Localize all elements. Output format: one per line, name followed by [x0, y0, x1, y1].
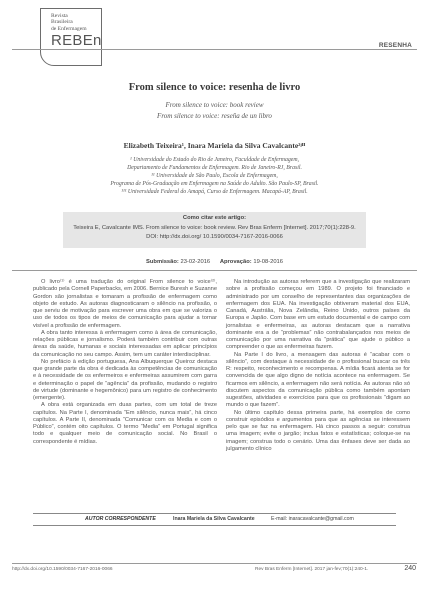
- logo-line-enfermagem: de Enfermagem: [51, 25, 87, 32]
- body-column-right: [226, 279, 410, 453]
- section-label: RESENHA: [378, 42, 412, 49]
- affiliation-line: Programa de Pós-Graduação em Enfermagem na Saúde do Adulto. São Paulo-SP, Brasil.: [110, 181, 319, 187]
- corresponding-author-email[interactable]: E-mail: inaracavalcante@gmail.com: [271, 516, 354, 522]
- footer-doi-link[interactable]: http://dx.doi.org/10.1590/0034-7167-2016-0066: [12, 567, 113, 572]
- affiliation-line: ¹¹¹ Universidade Federal do Amapá, Curso de Enfermagem. Macapá-AP, Brasil.: [121, 189, 308, 195]
- subtitle-spanish: From silence to voice: reseña de un libro: [157, 112, 272, 120]
- paragraph: O livro⁽¹⁾ é uma tradução do original From silence to voice⁽²⁾, publicado pela Cornell Paperbacks, em 2006. Bernice Buresh e Suzanne Gordon são jornalistas e tomaram a profissão de enfermagem como objeto de estudo. As autoras diagnosticaram o silêncio na profissão, o que serviu de motivação para escrever uma obra em que se valoriza o uso de todos os tipos de meios de comunicação para ajudar a tornar visível a profissão de enfermagem.: [33, 279, 218, 329]
- dates-divider: [12, 270, 417, 271]
- article-title: From silence to voice: resenha de livro: [128, 82, 301, 93]
- citation-reference: Teixeira E, Cavalcante IMS. From silence to voice: book review. Rev Bras Enferm [Internet]. 2017;70(1):228-9.: [73, 225, 356, 231]
- citation-heading: Como citar este artigo:: [182, 215, 247, 221]
- subtitle-english: From silence to voice: book review: [165, 101, 264, 109]
- approved-label: Aprovação:: [219, 259, 252, 265]
- logo-brand: REBEn: [51, 31, 102, 49]
- citation-doi: DOI: http://dx.doi.org/ 10.1590/0034-7167-2016-0066: [146, 234, 283, 240]
- footer-divider: [12, 563, 417, 564]
- footer-source: Rev Bras Enferm [Internet]. 2017 jan-fev;70(1):240-1.: [255, 567, 369, 572]
- paragraph: A obra tanto interessa à enfermagem como à área de comunicação, relações públicas e jornalismo. Poderá também contribuir com outras áreas da saúde, humanas e sociais interessadas em aplicar princípios da comunicação no seu campo. Assim, tem um caráter interdisciplinar.: [33, 329, 217, 358]
- paragraph: No último capítulo dessa primeira parte, há exemplos de como construir episódios e argumentos para que as agências se interessem pelo que se faz na enfermagem. Há cinco passos a seguir: construa uma imagem; evite o jargão; inclua fatos e estatísticas; coloque-se na imagem; construa todo o cenário. Uma das ênfases deve ser dada ao julgamento clínico: [226, 409, 410, 452]
- author-list: Elizabeth Teixeira¹, Inara Mariela da Silva Cavalcante²ʲᴵᴵ: [123, 141, 306, 150]
- logo-line-brasileira: Brasileira: [51, 19, 73, 26]
- page-number: 240: [404, 565, 416, 572]
- corresponding-author-name: Inara Mariela da Silva Cavalcante: [173, 516, 255, 522]
- submitted-date: 23-02-2016: [180, 259, 211, 265]
- body-column-left: [33, 279, 217, 446]
- submission-dates: [0, 259, 429, 265]
- paragraph: A obra está organizada em duas partes, com um total de treze capítulos. Na Parte I, denominada “Em silêncio, nunca mais”, há cinco capítulos. A Parte II, denominada “Comunicar com os Media e com o Público”, contém oito capítulos. O termo “Media” em Portugal significa todo e qualquer meio de comunicação social. No Brasil o correspondente é mídias.: [33, 402, 217, 445]
- corresponding-author-bar: [33, 513, 396, 526]
- affiliation-line: ¹ Universidade do Estado do Rio de Janeiro, Faculdade de Enfermagem,: [130, 157, 299, 163]
- approved-date: 19-08-2016: [253, 259, 283, 265]
- corresponding-author-label: AUTOR CORRESPONDENTE: [85, 516, 156, 522]
- header-divider: [12, 49, 417, 50]
- submitted-label: Submissão:: [146, 259, 179, 265]
- journal-logo: [40, 8, 102, 66]
- logo-line-revista: Revista: [51, 13, 68, 19]
- paragraph: No prefácio à edição portuguesa, Ana Albuquerque Queiroz destaca que grande parte da obra é dedicada às competências de comunicação e à necessidade de os enfermeiros e enfermeiras assumirem com garra e determinação o papel de “agência” da profissão, mudando o registro de virtude (dominante e hegemônico) para um registro de conhecimento (emergente).: [33, 358, 217, 401]
- paragraph: Na introdução as autoras referem que a investigação que realizaram sobre a profissão começou em 1989. O projeto foi financiado e administrado por um conselho de representantes das organizações de enfermagem dos EUA. Na investigação obtiveram material dos EUA, Canadá, Austrália, Nova Zelândia, Reino Unido, outros países da Europa e Japão. Com base em um estudo documental e de campo com jornalistas e enfermeiras, as autoras destacam que a narrativa dominante era a de “problemas” não contrabalançados nos meios de comunicação por uma narrativa da “prática” que ajude o público a compreender o que as enfermeiras fazem.: [226, 279, 410, 351]
- paragraph: Na Parte I do livro, a mensagem das autoras é “acabar com o silêncio”, com destaque à necessidade de o profissional buscar os três R: respeito, reconhecimento e recompensa. A mídia ficará atenta se for convencida de que algo digno de notícia acontece na enfermagem. Se ficarmos em silêncio, a enfermagem não será notícia. As autoras não só discutem aspectos da comunicação pública como também apontam sugestões, atividades e exercícios para que os profissionais “digam ao mundo o que fazem”.: [226, 351, 410, 409]
- affiliation-line: Departamento de Fundamentos de Enfermagem. Rio de Janeiro-RJ, Brasil.: [127, 165, 302, 171]
- affiliation-line: ¹¹ Universidade de São Paulo, Escola de Enfermagem,: [151, 173, 278, 179]
